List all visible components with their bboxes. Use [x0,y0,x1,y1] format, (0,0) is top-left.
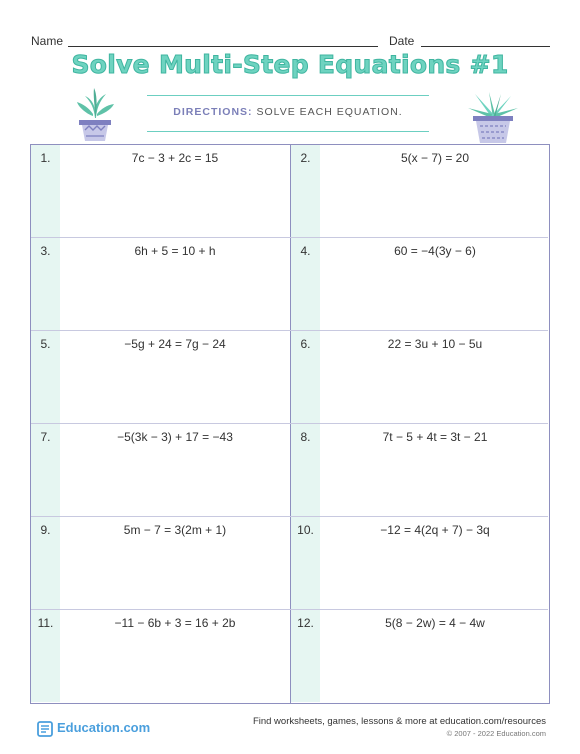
problem-equation: 5(x − 7) = 20 [400,151,470,165]
problem-equation: 7t − 5 + 4t = 3t − 21 [382,430,488,444]
directions-top-rule [147,95,429,96]
problem-number: 11. [37,616,54,630]
plant-right-icon [465,88,521,144]
problem-cell[interactable] [291,424,550,516]
problem-number: 3. [40,244,51,258]
name-line[interactable] [68,46,378,47]
footer-copyright: © 2007 - 2022 Education.com [446,729,546,738]
problem-cell[interactable] [291,331,550,423]
problem-cell[interactable] [291,610,550,702]
problem-equation: 5(8 − 2w) = 4 − 4w [385,616,485,630]
problem-cell[interactable] [31,517,290,609]
problem-cell[interactable] [291,238,550,330]
problem-cell[interactable] [291,517,550,609]
date-label: Date [389,34,415,48]
problem-equation: 6h + 5 = 10 + h [134,244,216,258]
problem-cell[interactable] [31,145,290,237]
problem-number: 6. [300,337,311,351]
problem-number: 12. [297,616,314,630]
date-line[interactable] [421,46,550,47]
education-logo[interactable] [37,720,150,737]
problem-equation: −5(3k − 3) + 17 = −43 [117,430,233,444]
education-logo-text: Education.com [57,720,151,735]
plant-left-icon [73,86,117,142]
problem-cell[interactable] [291,145,550,237]
problem-number: 8. [300,430,311,444]
problem-cell[interactable] [31,424,290,516]
problem-equation: 5m − 7 = 3(2m + 1) [123,523,227,537]
problem-cell[interactable] [31,331,290,423]
problem-cell[interactable] [31,238,290,330]
problem-equation: 60 = −4(3y − 6) [394,244,476,258]
footer-tagline[interactable]: Find worksheets, games, lessons & more at education.com/resources [252,716,546,727]
problem-number: 2. [300,151,311,165]
directions [147,106,429,118]
education-logo-icon [37,721,53,737]
directions-label: DIRECTIONS: [173,106,253,118]
problem-number: 9. [40,523,51,537]
problem-equation: −5g + 24 = 7g − 24 [124,337,226,351]
problem-number: 1. [40,151,51,165]
footer-info [253,716,546,738]
problem-equation: −12 = 4(2q + 7) − 3q [380,523,490,537]
name-label: Name [31,34,64,48]
problem-cell[interactable] [31,610,290,702]
directions-text: SOLVE EACH EQUATION. [256,106,403,118]
problem-equation: 7c − 3 + 2c = 15 [131,151,219,165]
problem-number: 10. [297,523,314,537]
problem-equation: 22 = 3u + 10 − 5u [387,337,483,351]
problem-number: 7. [40,430,51,444]
problem-number: 5. [40,337,51,351]
page-title: Solve Multi-Step Equations #1 [71,50,509,79]
problem-grid [30,144,550,704]
problem-number: 4. [300,244,311,258]
directions-bottom-rule [147,131,429,132]
problem-equation: −11 − 6b + 3 = 16 + 2b [114,616,236,630]
